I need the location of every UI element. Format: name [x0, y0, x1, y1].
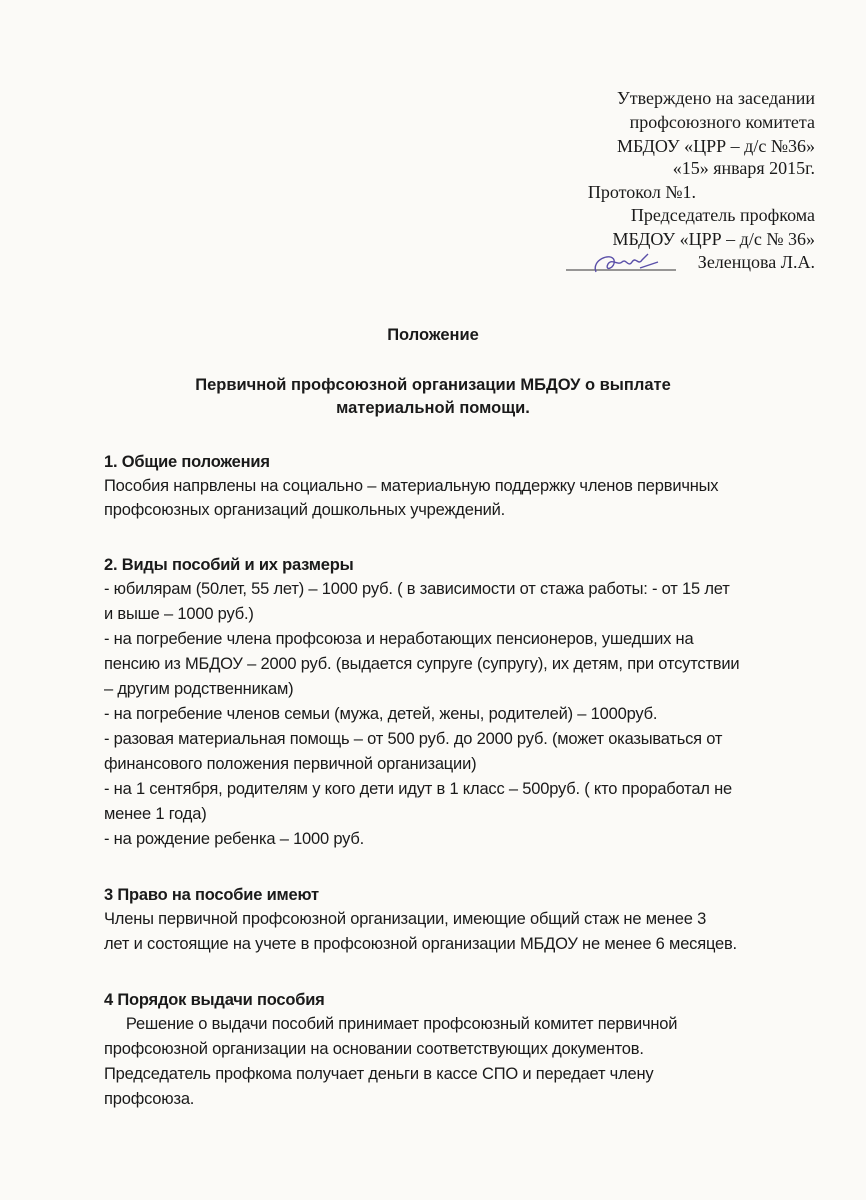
document-subtitle: Первичной профсоюзной организации МБДОУ о выплате: [195, 376, 671, 394]
approval-line: профсоюзного комитета: [629, 112, 815, 132]
section-text: - разовая материальная помощь – от 500 руб. до 2000 руб. (может оказываться от: [104, 730, 723, 748]
section-text: – другим родственникам): [104, 680, 294, 698]
section-text: - на погребение членов семьи (мужа, детей, жены, родителей) – 1000руб.: [104, 705, 658, 723]
approval-date: «15» января 2015г.: [672, 158, 815, 178]
chair-org: МБДОУ «ЦРР – д/с № 36»: [612, 229, 815, 249]
protocol-number: Протокол №1.: [587, 182, 696, 202]
section-heading: 1. Общие положения: [104, 453, 270, 471]
section-text: менее 1 года): [104, 805, 207, 823]
section-text: Решение о выдачи пособий принимает профсоюзный комитет первичной: [104, 1015, 678, 1033]
document-title: Положение: [387, 326, 479, 344]
section-text: - на рождение ребенка – 1000 руб.: [104, 830, 365, 848]
section-text: Председатель профкома получает деньги в кассе СПО и передает члену: [104, 1065, 654, 1083]
section-text: пенсию из МБДОУ – 2000 руб. (выдается супруге (супругу), их детям, при отсутствии: [104, 655, 740, 673]
section-text: Пособия напрвлены на социально – материальную поддержку членов первичных: [104, 477, 719, 495]
section-text: профсоюзной организации на основании соответствующих документов.: [104, 1040, 644, 1058]
section-heading: 4 Порядок выдачи пособия: [104, 991, 325, 1009]
approval-line: Утверждено на заседании: [617, 88, 815, 108]
document-subtitle: материальной помощи.: [336, 399, 530, 417]
section-text: - на 1 сентября, родителям у кого дети идут в 1 класс – 500руб. ( кто проработал не: [104, 780, 733, 798]
section-text: профсоюза.: [104, 1090, 195, 1108]
section-text: Члены первичной профсоюзной организации, имеющие общий стаж не менее 3: [104, 910, 707, 928]
section-text: финансового положения первичной организации): [104, 755, 477, 773]
chair-title: Председатель профкома: [630, 205, 815, 225]
section-text: - на погребение члена профсоюза и неработающих пенсионеров, ушедших на: [104, 630, 694, 648]
chair-name: Зеленцова Л.А.: [697, 252, 815, 272]
approval-line: МБДОУ «ЦРР – д/с №36»: [616, 136, 815, 156]
section-text: - юбилярам (50лет, 55 лет) – 1000 руб. ( в зависимости от стажа работы: - от 15 лет: [104, 580, 730, 598]
signature: [566, 250, 676, 280]
section-heading: 3 Право на пособие имеют: [104, 886, 319, 904]
section-text: и выше – 1000 руб.): [104, 605, 254, 623]
section-text: лет и состоящие на учете в профсоюзной организации МБДОУ не менее 6 месяцев.: [104, 935, 737, 953]
section-heading: 2. Виды пособий и их размеры: [104, 556, 354, 574]
section-text: профсоюзных организаций дошкольных учреждений.: [104, 501, 506, 519]
